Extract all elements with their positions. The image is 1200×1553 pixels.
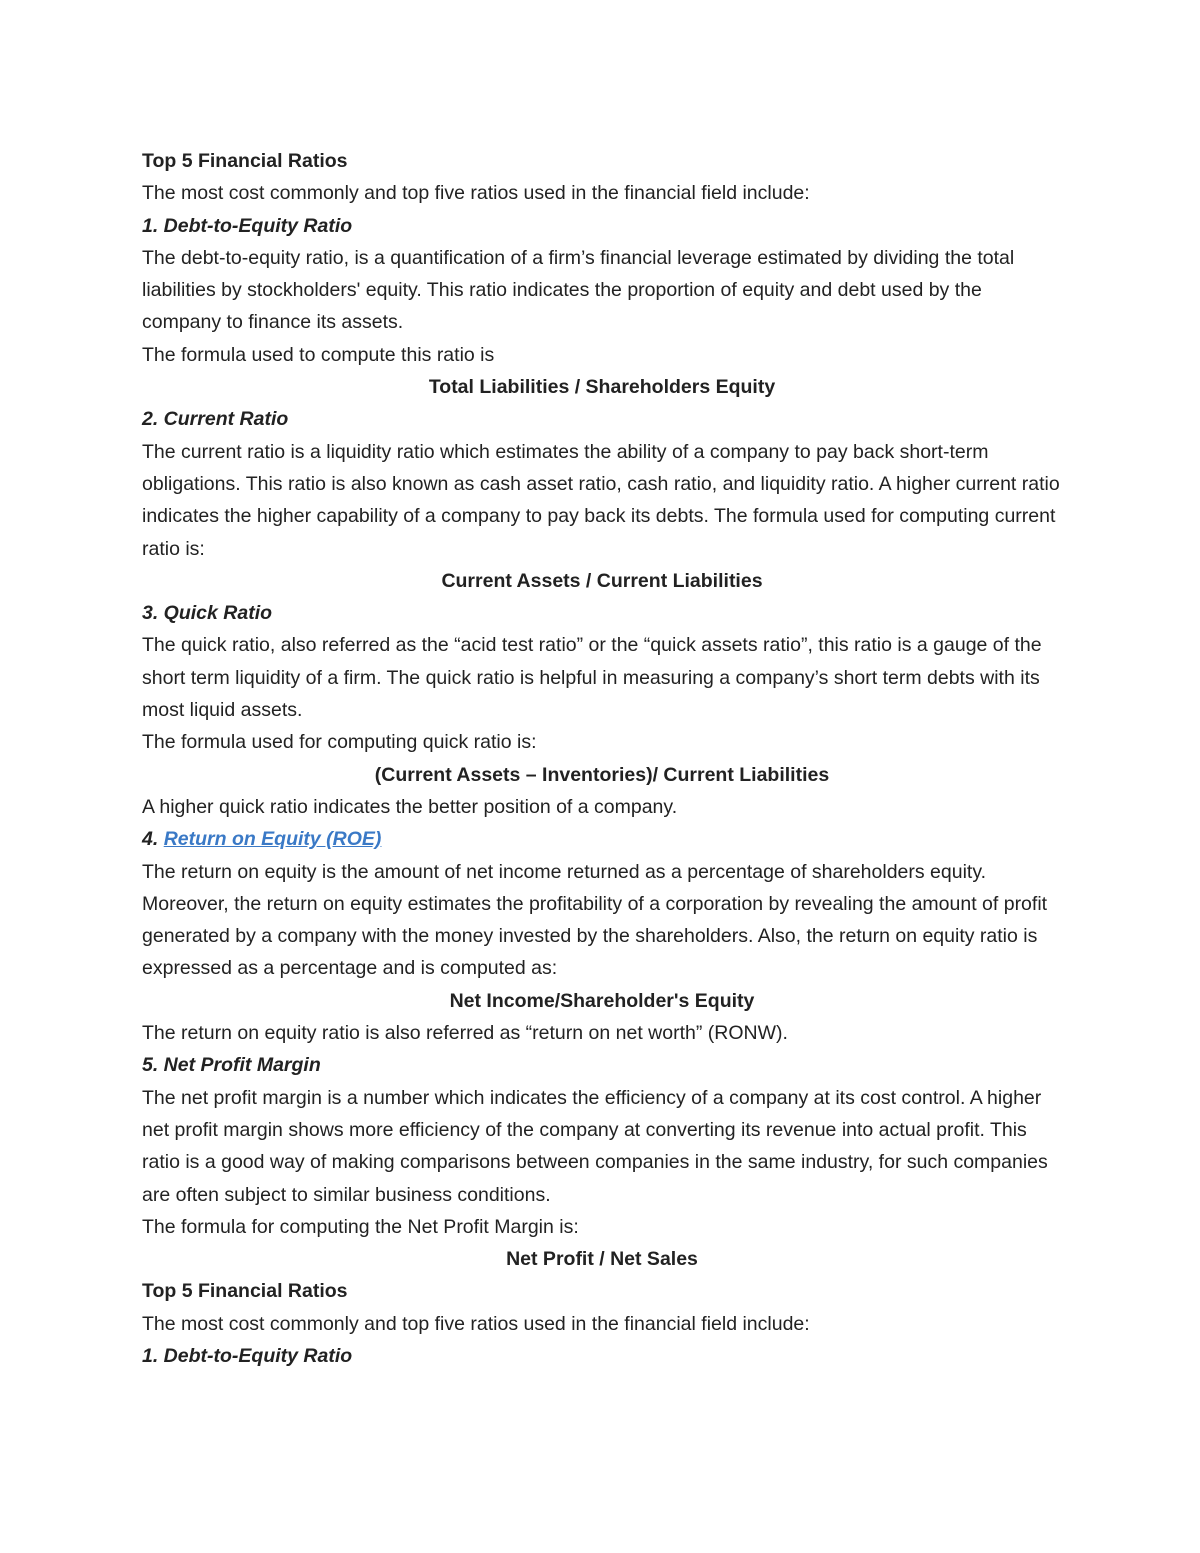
intro-text: The most cost commonly and top five ratios used in the financial field include: — [142, 182, 810, 205]
net-profit-margin-paragraph: The net profit margin is a number which indicates the efficiency of a company at its cost control. A higher net profit margin shows more efficiency of the company at converting its revenue into actual profit. This ratio is a good way of making comparisons between companies in the same industry, for such companies are often subject to similar business conditions. — [142, 1086, 1048, 1206]
debt-to-equity-heading: 1. Debt-to-Equity Ratio — [142, 214, 353, 237]
current-ratio-heading: 2. Current Ratio — [142, 408, 289, 431]
debt-to-equity-paragraph: The debt-to-equity ratio, is a quantification of a firm’s financial leverage estimated by dividing the total liabilities by stockholders' equity. This ratio indicates the proportion of equity and debt used by the company to finance its assets. — [142, 246, 1015, 334]
roe-heading-number: 4. — [142, 828, 164, 851]
net-profit-margin-heading: 5. Net Profit Margin — [142, 1054, 321, 1077]
quick-ratio-heading: 3. Quick Ratio — [142, 602, 273, 625]
roe-heading — [142, 823, 1062, 855]
current-ratio-paragraph: The current ratio is a liquidity ratio which estimates the ability of a company to pay back short-term obligations. This ratio is also known as cash asset ratio, cash ratio, and liquidity ratio. A higher current ratio indicates the higher capability of a company to pay back its debts. The formula used for computing current ratio is: — [142, 440, 1060, 560]
debt-to-equity-formula-intro: The formula used to compute this ratio is — [142, 343, 495, 366]
net-profit-margin-formula-intro: The formula for computing the Net Profit Margin is: — [142, 1215, 579, 1238]
document-title: Top 5 Financial Ratios — [142, 150, 348, 172]
debt-to-equity-formula: Total Liabilities / Shareholders Equity — [428, 376, 776, 399]
roe-link[interactable]: Return on Equity (ROE) — [163, 828, 382, 851]
roe-paragraph: The return on equity is the amount of net income returned as a percentage of shareholders equity. Moreover, the return on equity estimates the profitability of a corporation by revealing the amount of profit generated by a company with the money invested by the shareholders. Also, the return on equity ratio is expressed as a percentage and is computed as: — [142, 860, 1048, 980]
repeat-title: Top 5 Financial Ratios — [142, 1280, 348, 1303]
quick-ratio-formula: (Current Assets – Inventories)/ Current Liabilities — [374, 763, 830, 786]
net-profit-margin-formula: Net Profit / Net Sales — [506, 1248, 698, 1271]
document-page — [142, 145, 1062, 1372]
repeat-debt-to-equity-heading: 1. Debt-to-Equity Ratio — [142, 1344, 353, 1367]
roe-formula: Net Income/Shareholder's Equity — [449, 989, 755, 1012]
current-ratio-formula: Current Assets / Current Liabilities — [441, 569, 763, 592]
quick-ratio-paragraph: The quick ratio, also referred as the “acid test ratio” or the “quick assets ratio”, this ratio is a gauge of the short term liquidity of a firm. The quick ratio is helpful in measuring a company’s short term debts with its most liquid assets. — [142, 634, 1042, 722]
repeat-intro-text: The most cost commonly and top five ratios used in the financial field include: — [142, 1312, 810, 1335]
roe-note: The return on equity ratio is also referred as “return on net worth” (RONW). — [142, 1022, 788, 1045]
quick-ratio-formula-intro: The formula used for computing quick ratio is: — [142, 731, 537, 754]
quick-ratio-note: A higher quick ratio indicates the better position of a company. — [142, 795, 678, 818]
